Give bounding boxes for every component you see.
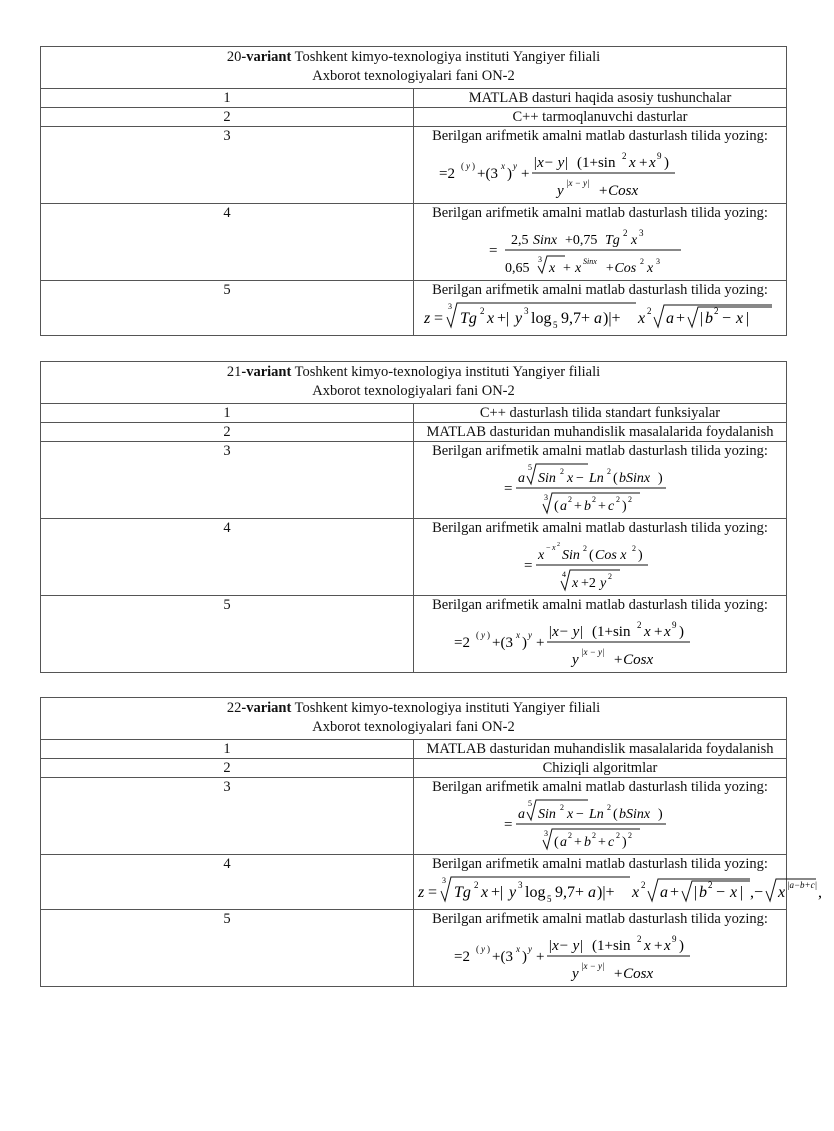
svg-text:+: + bbox=[536, 949, 545, 965]
svg-text:y: y bbox=[557, 183, 564, 199]
svg-text:y: y bbox=[509, 884, 517, 901]
svg-text:+Cosx: +Cosx bbox=[613, 652, 654, 668]
svg-text:a: a bbox=[518, 471, 525, 486]
svg-text:2: 2 bbox=[607, 803, 611, 812]
svg-text:): ) bbox=[664, 155, 669, 171]
svg-text:=: = bbox=[428, 884, 438, 901]
svg-text:+(3: +(3 bbox=[477, 166, 498, 182]
institute-name: Toshkent kimyo-texnologiya instituti Yangiyer filiali bbox=[291, 49, 601, 65]
svg-text:b: b bbox=[584, 499, 591, 514]
svg-text:2: 2 bbox=[560, 803, 564, 812]
table-row bbox=[41, 204, 787, 281]
row-text: C++ dasturlash tilida standart funksiyalar bbox=[414, 404, 787, 423]
variant-word: -variant bbox=[241, 364, 292, 380]
svg-text:): ) bbox=[622, 835, 627, 850]
svg-text:|a−b+c|: |a−b+c| bbox=[787, 880, 818, 890]
task-cell bbox=[414, 596, 787, 673]
svg-text:a: a bbox=[588, 884, 596, 901]
svg-text:|: | bbox=[746, 310, 750, 327]
svg-text:+: + bbox=[639, 155, 648, 171]
row-text: MATLAB dasturidan muhandislik masalalarida foydalanish bbox=[414, 740, 787, 759]
svg-text:x: x bbox=[575, 261, 582, 276]
svg-text:c: c bbox=[608, 835, 615, 850]
variant-header bbox=[41, 47, 787, 89]
svg-text:): ) bbox=[487, 630, 490, 640]
svg-text:log: log bbox=[531, 310, 552, 327]
svg-text:−: − bbox=[716, 884, 726, 901]
svg-text:3: 3 bbox=[442, 876, 446, 885]
svg-text:Tg: Tg bbox=[605, 233, 620, 248]
svg-text:2: 2 bbox=[480, 306, 485, 316]
row-number: 4 bbox=[41, 855, 414, 910]
institute-name: Toshkent kimyo-texnologiya instituti Yangiyer filiali bbox=[291, 700, 601, 716]
svg-text:(1+sin: (1+sin bbox=[592, 938, 631, 954]
svg-text:bSinx: bSinx bbox=[619, 807, 651, 822]
svg-text:+0,75: +0,75 bbox=[565, 233, 598, 248]
variant-header bbox=[41, 362, 787, 404]
svg-text:−: − bbox=[576, 471, 584, 486]
svg-text:+: + bbox=[670, 884, 680, 901]
svg-text:5: 5 bbox=[553, 320, 558, 330]
svg-text:Tg: Tg bbox=[460, 310, 477, 327]
institute-name: Toshkent kimyo-texnologiya instituti Yangiyer filiali bbox=[291, 364, 601, 380]
formula-image bbox=[485, 222, 715, 280]
svg-text:x: x bbox=[552, 543, 556, 552]
svg-text:2: 2 bbox=[616, 831, 620, 840]
svg-text:x: x bbox=[647, 261, 654, 276]
svg-text:2: 2 bbox=[637, 934, 642, 944]
svg-text:x: x bbox=[501, 161, 505, 171]
svg-text:2: 2 bbox=[560, 467, 564, 476]
svg-text:y: y bbox=[572, 966, 579, 982]
svg-text:2: 2 bbox=[714, 306, 719, 316]
svg-text:)|+: )|+ bbox=[597, 884, 615, 901]
svg-text:|x − y|: |x − y| bbox=[566, 178, 590, 188]
svg-text:Ln: Ln bbox=[589, 471, 604, 486]
svg-text:Tg: Tg bbox=[454, 884, 471, 901]
variant-number: 21 bbox=[226, 364, 242, 380]
svg-text:2: 2 bbox=[474, 880, 479, 890]
svg-text:2: 2 bbox=[607, 467, 611, 476]
svg-text:(: ( bbox=[589, 548, 594, 563]
row-number: 5 bbox=[41, 281, 414, 336]
svg-text:2: 2 bbox=[628, 495, 632, 504]
svg-text:y: y bbox=[466, 161, 470, 171]
variant-header bbox=[41, 698, 787, 740]
svg-text:|x− y|: |x− y| bbox=[548, 624, 584, 640]
svg-text:): ) bbox=[679, 624, 684, 640]
svg-text:2: 2 bbox=[647, 306, 652, 316]
svg-text:y: y bbox=[528, 944, 532, 954]
row-text: Chiziqli algoritmlar bbox=[414, 759, 787, 778]
svg-text:,−: ,− bbox=[750, 884, 764, 901]
svg-text:x: x bbox=[516, 944, 520, 954]
svg-text:+2: +2 bbox=[581, 576, 596, 591]
table-row bbox=[41, 740, 787, 759]
subject-name: Axborot texnologiyalari fani ON-2 bbox=[312, 719, 515, 735]
svg-text:3: 3 bbox=[544, 493, 548, 502]
subject-name: Axborot texnologiyalari fani ON-2 bbox=[312, 383, 515, 399]
svg-text:z: z bbox=[424, 310, 431, 327]
subject-name: Axborot texnologiyalari fani ON-2 bbox=[312, 68, 515, 84]
svg-text:=: = bbox=[504, 481, 513, 497]
svg-text:Sin: Sin bbox=[538, 807, 556, 822]
svg-text:): ) bbox=[658, 807, 663, 822]
svg-text:b: b bbox=[705, 310, 713, 327]
row-number: 2 bbox=[41, 423, 414, 442]
svg-text:+|: +| bbox=[491, 884, 504, 901]
svg-text:y: y bbox=[481, 630, 485, 640]
svg-text:(: ( bbox=[554, 835, 559, 850]
svg-text:−: − bbox=[576, 807, 584, 822]
svg-text:): ) bbox=[507, 166, 512, 182]
svg-text:x: x bbox=[572, 576, 579, 591]
svg-text:b: b bbox=[584, 835, 591, 850]
svg-text:)|+: )|+ bbox=[603, 310, 621, 327]
svg-text:9,7+: 9,7+ bbox=[561, 310, 591, 327]
svg-text:(: ( bbox=[476, 944, 479, 954]
row-number: 2 bbox=[41, 759, 414, 778]
svg-text:x: x bbox=[567, 471, 574, 486]
svg-text:=: = bbox=[524, 558, 533, 574]
svg-text:c: c bbox=[608, 499, 615, 514]
svg-text:x: x bbox=[631, 233, 638, 248]
table-row bbox=[41, 442, 787, 519]
svg-text:5: 5 bbox=[547, 894, 552, 904]
table-row bbox=[41, 778, 787, 855]
svg-text:|: | bbox=[694, 884, 698, 901]
row-number: 3 bbox=[41, 778, 414, 855]
svg-text:Sinx: Sinx bbox=[583, 257, 597, 266]
svg-text:+: + bbox=[598, 499, 606, 514]
svg-text:y: y bbox=[513, 161, 517, 171]
table-row bbox=[41, 596, 787, 673]
row-number: 3 bbox=[41, 127, 414, 204]
svg-text:): ) bbox=[622, 499, 627, 514]
svg-text:+: + bbox=[598, 835, 606, 850]
svg-text:2: 2 bbox=[632, 544, 636, 553]
svg-text:a: a bbox=[518, 807, 525, 822]
svg-text:x: x bbox=[736, 310, 744, 327]
svg-text:0,65: 0,65 bbox=[505, 261, 530, 276]
task-text: Berilgan arifmetik amalni matlab dasturlash tilida yozing: bbox=[432, 520, 768, 536]
svg-text:+: + bbox=[521, 166, 530, 182]
svg-text:x: x bbox=[638, 310, 646, 327]
svg-text:Sin: Sin bbox=[538, 471, 556, 486]
svg-text:3: 3 bbox=[639, 228, 644, 238]
svg-text:2: 2 bbox=[708, 880, 713, 890]
table-row bbox=[41, 404, 787, 423]
svg-text:y: y bbox=[528, 630, 532, 640]
svg-text:|x− y|: |x− y| bbox=[533, 155, 569, 171]
row-number: 1 bbox=[41, 740, 414, 759]
svg-text:2: 2 bbox=[568, 495, 572, 504]
svg-text:+: + bbox=[574, 835, 582, 850]
table-row bbox=[41, 519, 787, 596]
svg-text:Sinx: Sinx bbox=[533, 233, 558, 248]
svg-text:x: x bbox=[664, 938, 671, 954]
svg-text:x: x bbox=[481, 884, 489, 901]
row-number: 3 bbox=[41, 442, 414, 519]
row-text: C++ tarmoqlanuvchi dasturlar bbox=[414, 108, 787, 127]
formula-image bbox=[500, 460, 700, 518]
svg-text:+(3: +(3 bbox=[492, 949, 513, 965]
svg-text:+Cos: +Cos bbox=[605, 261, 637, 276]
svg-text:a: a bbox=[666, 310, 674, 327]
svg-text:5: 5 bbox=[528, 463, 532, 472]
svg-text:(: ( bbox=[613, 807, 618, 822]
table-row bbox=[41, 423, 787, 442]
variant-22-table bbox=[40, 697, 822, 987]
svg-text:Ln: Ln bbox=[589, 807, 604, 822]
svg-text:y: y bbox=[515, 310, 523, 327]
svg-text:−: − bbox=[546, 543, 551, 552]
task-cell bbox=[414, 127, 787, 204]
svg-text:a: a bbox=[560, 499, 567, 514]
svg-text:=2: =2 bbox=[439, 166, 455, 182]
svg-text:9: 9 bbox=[672, 620, 677, 630]
svg-text:=: = bbox=[434, 310, 444, 327]
svg-text:z: z bbox=[418, 884, 425, 901]
svg-text:a: a bbox=[560, 835, 567, 850]
formula-image bbox=[500, 796, 700, 854]
svg-text:−: − bbox=[722, 310, 732, 327]
svg-text:3: 3 bbox=[538, 255, 542, 264]
svg-text:9: 9 bbox=[657, 151, 662, 161]
svg-text:): ) bbox=[472, 161, 475, 171]
svg-text:2: 2 bbox=[623, 228, 628, 238]
svg-text:a: a bbox=[660, 884, 668, 901]
task-cell bbox=[414, 778, 787, 855]
svg-text:x: x bbox=[644, 624, 651, 640]
row-text: MATLAB dasturi haqida asosiy tushunchalar bbox=[414, 89, 787, 108]
svg-text:9: 9 bbox=[672, 934, 677, 944]
svg-text:3: 3 bbox=[656, 257, 660, 266]
table-row bbox=[41, 89, 787, 108]
svg-text:(: ( bbox=[476, 630, 479, 640]
svg-text:+(3: +(3 bbox=[492, 635, 513, 651]
svg-text:5: 5 bbox=[528, 799, 532, 808]
formula-image bbox=[450, 928, 750, 986]
task-cell bbox=[414, 281, 787, 336]
svg-text:2: 2 bbox=[637, 620, 642, 630]
svg-text:2: 2 bbox=[616, 495, 620, 504]
svg-text:3: 3 bbox=[524, 306, 529, 316]
svg-text:): ) bbox=[658, 471, 663, 486]
svg-text:x: x bbox=[538, 548, 545, 563]
svg-text:=: = bbox=[504, 817, 513, 833]
svg-text:+Cosx: +Cosx bbox=[598, 183, 639, 199]
task-text: Berilgan arifmetik amalni matlab dasturlash tilida yozing: bbox=[432, 779, 768, 795]
svg-text:4: 4 bbox=[562, 570, 566, 579]
variant-number: 22 bbox=[226, 700, 242, 716]
svg-text:=: = bbox=[489, 243, 498, 259]
task-text: Berilgan arifmetik amalni matlab dasturlash tilida yozing: bbox=[432, 205, 768, 221]
variant-header-row bbox=[41, 362, 787, 404]
variant-21-table bbox=[40, 361, 787, 673]
row-number: 4 bbox=[41, 204, 414, 281]
variant-word: -variant bbox=[241, 700, 292, 716]
svg-text:x: x bbox=[629, 155, 636, 171]
svg-text:3: 3 bbox=[518, 880, 523, 890]
svg-text:+: + bbox=[654, 624, 663, 640]
svg-text:2,5: 2,5 bbox=[511, 233, 529, 248]
task-cell bbox=[414, 910, 787, 987]
svg-text:x: x bbox=[549, 261, 556, 276]
svg-text:(: ( bbox=[613, 471, 618, 486]
formula-image bbox=[435, 145, 765, 203]
formula-image bbox=[414, 873, 834, 909]
svg-text:2: 2 bbox=[557, 542, 560, 548]
table-row bbox=[41, 910, 787, 987]
row-text: MATLAB dasturidan muhandislik masalalarida foydalanish bbox=[414, 423, 787, 442]
svg-text:|x − y|: |x − y| bbox=[581, 647, 605, 657]
formula-image bbox=[520, 537, 680, 595]
svg-text:y: y bbox=[600, 576, 607, 591]
svg-text:log: log bbox=[525, 884, 546, 901]
formula-image bbox=[420, 299, 780, 335]
svg-text:(1+sin: (1+sin bbox=[577, 155, 616, 171]
svg-text:,: , bbox=[818, 884, 822, 901]
table-row bbox=[41, 108, 787, 127]
svg-text:+: + bbox=[654, 938, 663, 954]
table-row bbox=[41, 127, 787, 204]
svg-text:Cos x: Cos x bbox=[595, 548, 627, 563]
svg-text:|: | bbox=[700, 310, 704, 327]
svg-text:x: x bbox=[730, 884, 738, 901]
variant-header-row bbox=[41, 698, 787, 740]
svg-text:=2: =2 bbox=[454, 949, 470, 965]
svg-text:2: 2 bbox=[640, 257, 644, 266]
svg-text:x: x bbox=[567, 807, 574, 822]
svg-text:(: ( bbox=[554, 499, 559, 514]
svg-text:2: 2 bbox=[568, 831, 572, 840]
svg-text:+Cosx: +Cosx bbox=[613, 966, 654, 982]
svg-text:=2: =2 bbox=[454, 635, 470, 651]
variant-20-table bbox=[40, 46, 787, 336]
svg-text:2: 2 bbox=[583, 544, 587, 553]
svg-text:Sin: Sin bbox=[562, 548, 580, 563]
svg-text:y: y bbox=[481, 944, 485, 954]
svg-text:9,7+: 9,7+ bbox=[555, 884, 585, 901]
table-row bbox=[41, 281, 787, 336]
table-row bbox=[41, 759, 787, 778]
svg-text:): ) bbox=[522, 949, 527, 965]
svg-text:x: x bbox=[664, 624, 671, 640]
task-text: Berilgan arifmetik amalni matlab dasturlash tilida yozing: bbox=[432, 856, 768, 872]
task-cell bbox=[414, 855, 822, 910]
svg-text:+: + bbox=[676, 310, 686, 327]
variant-header-row bbox=[41, 47, 787, 89]
svg-text:+|: +| bbox=[497, 310, 510, 327]
svg-text:): ) bbox=[679, 938, 684, 954]
svg-text:|x− y|: |x− y| bbox=[548, 938, 584, 954]
row-number: 5 bbox=[41, 910, 414, 987]
svg-text:2: 2 bbox=[592, 495, 596, 504]
svg-text:+: + bbox=[536, 635, 545, 651]
svg-text:|: | bbox=[740, 884, 744, 901]
svg-text:x: x bbox=[487, 310, 495, 327]
svg-text:(1+sin: (1+sin bbox=[592, 624, 631, 640]
svg-text:): ) bbox=[487, 944, 490, 954]
svg-text:+: + bbox=[563, 261, 571, 276]
task-cell bbox=[414, 442, 787, 519]
task-text: Berilgan arifmetik amalni matlab dasturlash tilida yozing: bbox=[432, 443, 768, 459]
svg-text:x: x bbox=[516, 630, 520, 640]
row-number: 2 bbox=[41, 108, 414, 127]
svg-text:x: x bbox=[644, 938, 651, 954]
svg-text:2: 2 bbox=[628, 831, 632, 840]
variant-number: 20 bbox=[226, 49, 242, 65]
svg-text:2: 2 bbox=[641, 880, 646, 890]
task-cell bbox=[414, 204, 787, 281]
variant-word: -variant bbox=[241, 49, 292, 65]
task-text: Berilgan arifmetik amalni matlab dasturlash tilida yozing: bbox=[432, 282, 768, 298]
svg-text:): ) bbox=[638, 548, 643, 563]
svg-text:(: ( bbox=[461, 161, 464, 171]
task-text: Berilgan arifmetik amalni matlab dasturlash tilida yozing: bbox=[432, 597, 768, 613]
svg-text:2: 2 bbox=[608, 572, 612, 581]
formula-image bbox=[450, 614, 750, 672]
row-number: 1 bbox=[41, 404, 414, 423]
svg-text:): ) bbox=[522, 635, 527, 651]
svg-text:bSinx: bSinx bbox=[619, 471, 651, 486]
svg-text:2: 2 bbox=[622, 151, 627, 161]
svg-text:x: x bbox=[649, 155, 656, 171]
svg-text:|x − y|: |x − y| bbox=[581, 961, 605, 971]
svg-text:a: a bbox=[594, 310, 602, 327]
svg-text:3: 3 bbox=[448, 302, 452, 311]
svg-text:y: y bbox=[572, 652, 579, 668]
task-text: Berilgan arifmetik amalni matlab dasturlash tilida yozing: bbox=[432, 911, 768, 927]
svg-text:b: b bbox=[699, 884, 707, 901]
row-number: 4 bbox=[41, 519, 414, 596]
row-number: 5 bbox=[41, 596, 414, 673]
row-number: 1 bbox=[41, 89, 414, 108]
svg-text:x: x bbox=[632, 884, 640, 901]
task-text: Berilgan arifmetik amalni matlab dasturlash tilida yozing: bbox=[432, 128, 768, 144]
svg-text:x: x bbox=[778, 884, 786, 901]
svg-text:+: + bbox=[574, 499, 582, 514]
table-row bbox=[41, 855, 787, 910]
svg-text:3: 3 bbox=[544, 829, 548, 838]
svg-text:2: 2 bbox=[592, 831, 596, 840]
task-cell bbox=[414, 519, 787, 596]
